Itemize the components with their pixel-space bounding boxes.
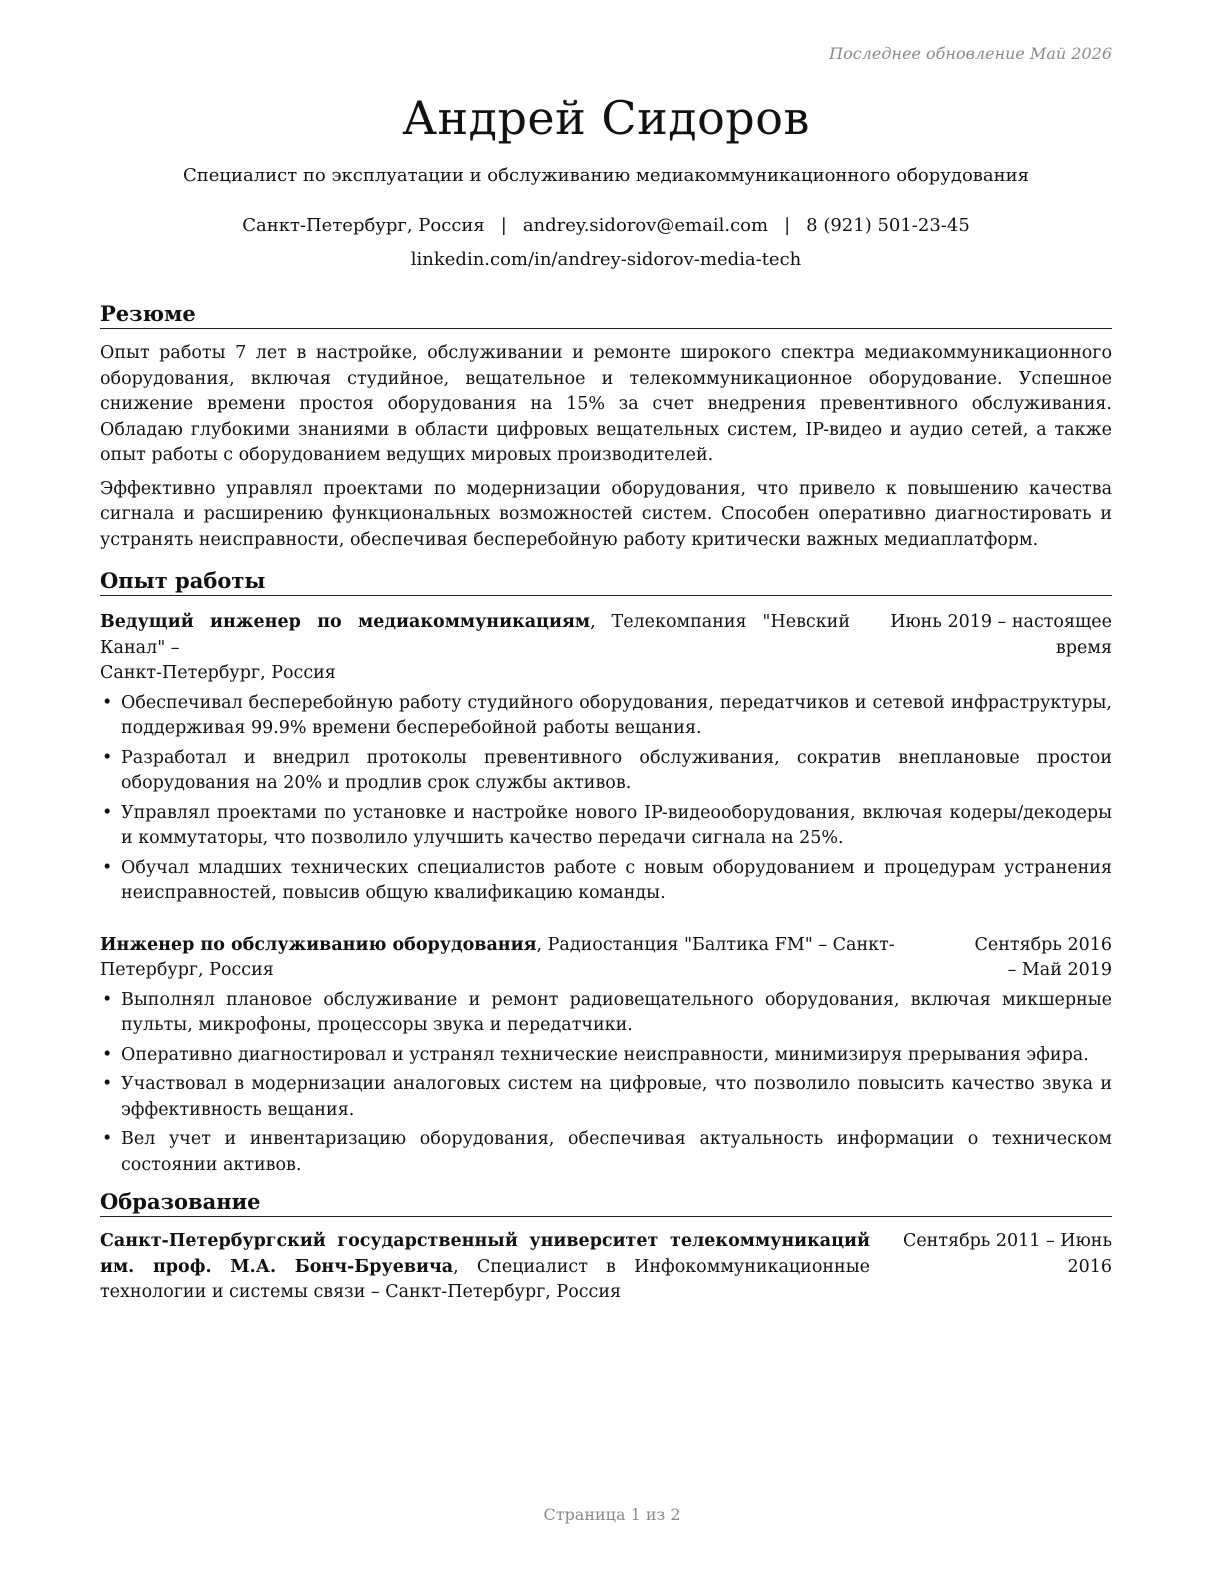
education-entry — [100, 1229, 1112, 1306]
job-bullets — [100, 691, 1112, 907]
job-bullets — [100, 988, 1112, 1179]
summary-section — [100, 300, 1112, 553]
education-dates: Сентябрь 2011 – Июнь 2016 — [902, 1231, 1112, 1277]
summary-paragraph: Опыт работы 7 лет в настройке, обслуживании и ремонте широкого спектра медиакоммуникационного оборудования, включая студийное, вещательное и телекоммуникационное оборудование. Успешное снижение времени простоя оборудования на 15% за счет внедрения превентивного обслуживания. Обладаю глубокими знаниями в области цифровых вещательных систем, IP-видео и аудио сетей, а также опыт работы с оборудованием ведущих мировых производителей. — [100, 343, 1112, 465]
bullet-icon: • — [102, 857, 113, 878]
candidate-name: Андрей Сидоров — [402, 91, 810, 145]
job-header — [100, 610, 1112, 687]
contact-location: Санкт-Петербург, Россия — [242, 215, 485, 236]
job-company: , Телекомпания "Невский Канал" – — [100, 612, 850, 658]
bullet-text: Обучал младших технических специалистов работе с новым оборудованием и процедурам устранения неисправностей, повысив общую квалификацию команды. — [121, 857, 1112, 903]
contact-email[interactable]: andrey.sidorov@email.com — [522, 215, 769, 236]
list-item — [100, 1043, 1112, 1069]
bullet-text: Выполнял плановое обслуживание и ремонт радиовещательного оборудования, включая микшерные пульты, микрофоны, процессоры звука и передатчики. — [121, 989, 1112, 1035]
bullet-text: Обеспечивал бесперебойную работу студийного оборудования, передатчиков и сетевой инфраструктуры, поддерживая 99.9% времени бесперебойной работы вещания. — [121, 692, 1112, 738]
bullet-icon: • — [102, 1074, 113, 1094]
list-item — [100, 1127, 1112, 1178]
list-item — [100, 746, 1112, 797]
bullet-text: Разработал и внедрил протоколы превентивного обслуживания, сократив внеплановые простои оборудования на 20% и продлив срок службы активов. — [121, 747, 1112, 793]
bullet-icon: • — [102, 989, 113, 1010]
job-dates: Июнь 2019 – настоящее время — [890, 612, 1112, 658]
job-header — [100, 933, 1112, 984]
bullet-icon: • — [102, 747, 113, 768]
bullet-text: Вел учет и инвентаризацию оборудования, обеспечивая актуальность информации о техническом состоянии активов. — [121, 1129, 1112, 1175]
section-title-summary: Резюме — [100, 300, 1112, 329]
list-item — [100, 801, 1112, 852]
education-section — [100, 1188, 1112, 1306]
contact-line — [100, 214, 1112, 238]
bullet-text: Управлял проектами по установке и настройке нового IP-видеооборудования, включая кодеры/декодеры и коммутаторы, что позволило улучшить качество передачи сигнала на 25%. — [121, 802, 1112, 848]
job-location: Петербург, Россия — [100, 960, 274, 980]
list-item — [100, 1072, 1112, 1123]
education-meta — [100, 1229, 880, 1306]
bullet-icon: • — [102, 802, 113, 823]
section-title-experience: Опыт работы — [100, 567, 1112, 596]
list-item — [100, 856, 1112, 907]
job-company: , Радиостанция "Балтика FM" – Санкт- — [536, 934, 895, 955]
page-number: Страница 1 из 2 — [543, 1505, 681, 1524]
bullet-text: Участвовал в модернизации аналоговых систем на цифровые, что позволило повысить качество звука и эффективность вещания. — [121, 1074, 1112, 1120]
experience-section — [100, 567, 1112, 1178]
list-item — [100, 988, 1112, 1039]
job-meta — [100, 610, 850, 687]
separator: | — [784, 215, 791, 236]
contact-phone: 8 (921) 501-23-45 — [806, 215, 970, 236]
job-role: Инженер по обслуживанию оборудования — [100, 934, 537, 955]
summary-paragraph: Эффективно управлял проектами по модернизации оборудования, что привело к повышению качества сигнала и расширению функциональных возможностей систем. Способен оперативно диагностировать и устранять неисправности, обеспечивая бесперебойную работу критически важных медиаплатформ. — [100, 478, 1112, 550]
separator: | — [500, 215, 507, 236]
education-details: , Специалист в Инфокоммуникационные технологии и системы связи – Санкт-Петербург, Россия — [100, 1256, 870, 1302]
job-entry — [100, 933, 1112, 1179]
section-title-education: Образование — [100, 1188, 1112, 1217]
job-entry — [100, 610, 1112, 907]
job-location: Санкт-Петербург, Россия — [100, 663, 336, 683]
bullet-icon: • — [102, 1129, 113, 1149]
job-dates: Сентябрь 2016 – Май 2019 — [974, 934, 1112, 980]
education-institution: Санкт-Петербургский государственный университет телекоммуникаций им. проф. М.А. Бонч-Бруевича — [100, 1231, 870, 1277]
job-meta — [100, 933, 962, 984]
bullet-text: Оперативно диагностировал и устранял технические неисправности, минимизируя прерывания эфира. — [121, 1044, 1089, 1065]
linkedin-link[interactable]: linkedin.com/in/andrey-sidorov-media-tech — [410, 249, 802, 270]
last-updated-note: Последнее обновление Май 2026 — [829, 44, 1112, 63]
job-role: Ведущий инженер по медиакоммуникациям — [100, 612, 591, 632]
bullet-icon: • — [102, 692, 113, 713]
list-item — [100, 691, 1112, 742]
job-title: Специалист по эксплуатации и обслуживанию медиакоммуникационного оборудования — [182, 165, 1030, 186]
bullet-icon: • — [102, 1044, 113, 1065]
